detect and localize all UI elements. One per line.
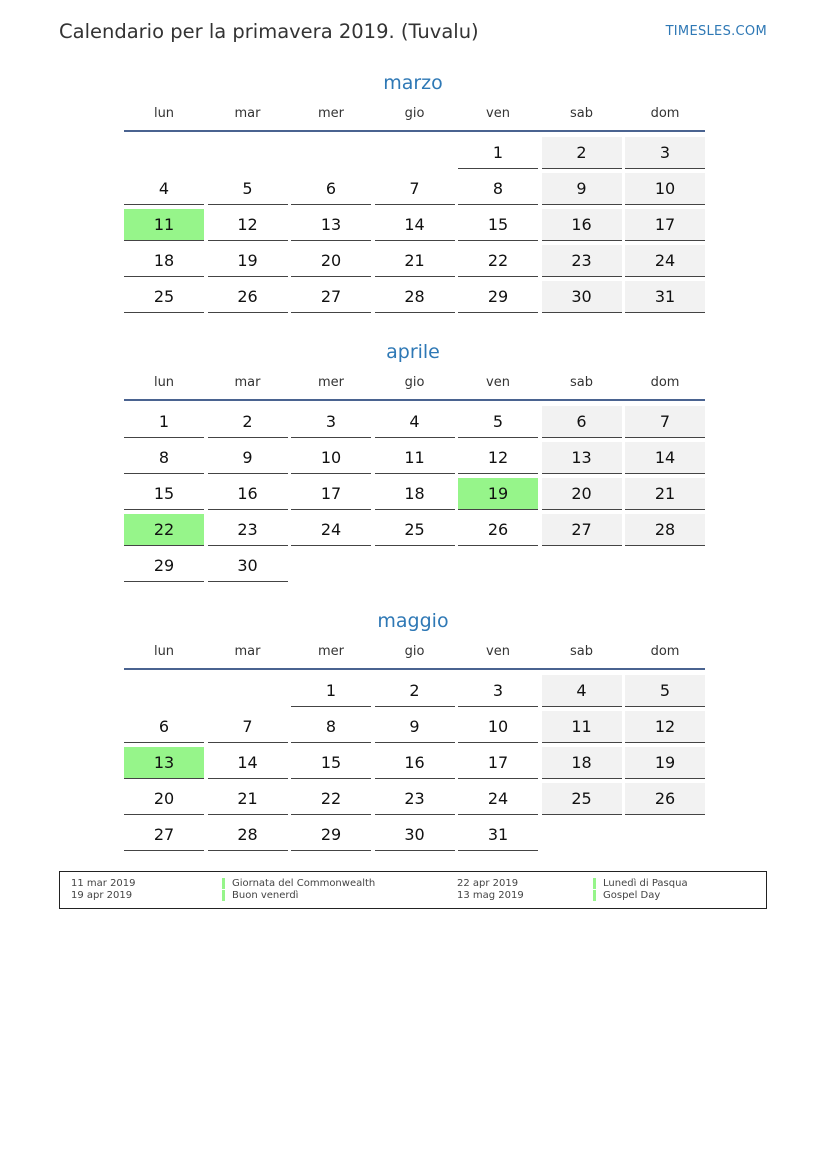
day-cell: 9 (208, 442, 288, 474)
day-cell: 19 (208, 245, 288, 277)
weekday-header (124, 373, 705, 401)
weekday-label: lun (153, 644, 175, 659)
day-cell: 6 (542, 406, 622, 438)
day-cell: 7 (625, 406, 705, 438)
day-cell: 30 (542, 281, 622, 313)
day-cell: 2 (208, 406, 288, 438)
holiday-day-cell: 11 (124, 209, 204, 241)
day-cell: 31 (458, 819, 538, 851)
day-cell: 27 (124, 819, 204, 851)
day-cell: 11 (542, 711, 622, 743)
day-cell: 10 (291, 442, 371, 474)
weekday-label: gio (404, 375, 425, 390)
day-cell: 13 (542, 442, 622, 474)
day-cell: 3 (291, 406, 371, 438)
page-title: Calendario per la primavera 2019. (Tuvalu) (59, 20, 479, 43)
day-cell: 8 (124, 442, 204, 474)
holiday-day-cell: 19 (458, 478, 538, 510)
day-cell: 28 (625, 514, 705, 546)
empty-cell (375, 137, 455, 169)
day-cell: 16 (375, 747, 455, 779)
holiday-legend (59, 871, 767, 909)
day-cell: 14 (208, 747, 288, 779)
day-cell: 24 (458, 783, 538, 815)
legend-date: 19 apr 2019 (71, 890, 133, 901)
legend-holiday-name: Gospel Day (593, 890, 660, 901)
weekday-label: mer (317, 644, 344, 659)
day-cell: 21 (625, 478, 705, 510)
day-cell: 1 (124, 406, 204, 438)
day-cell: 31 (625, 281, 705, 313)
legend-date: 22 apr 2019 (457, 878, 519, 889)
day-cell: 15 (124, 478, 204, 510)
day-cell: 15 (291, 747, 371, 779)
month-name: maggio (377, 610, 449, 632)
day-cell: 25 (124, 281, 204, 313)
day-cell: 29 (124, 550, 204, 582)
holiday-day-cell: 13 (124, 747, 204, 779)
day-cell: 4 (542, 675, 622, 707)
day-cell: 9 (375, 711, 455, 743)
day-cell: 10 (625, 173, 705, 205)
weekday-label: mar (234, 644, 261, 659)
day-cell: 10 (458, 711, 538, 743)
day-cell: 16 (542, 209, 622, 241)
day-cell: 14 (375, 209, 455, 241)
month-calendar (121, 339, 705, 582)
day-cell: 29 (291, 819, 371, 851)
day-cell: 26 (208, 281, 288, 313)
weekday-label: dom (650, 375, 680, 390)
day-cell: 17 (291, 478, 371, 510)
day-cell: 11 (375, 442, 455, 474)
day-cell: 22 (291, 783, 371, 815)
day-cell: 29 (458, 281, 538, 313)
day-cell: 23 (375, 783, 455, 815)
day-cell: 27 (291, 281, 371, 313)
day-cell: 18 (124, 245, 204, 277)
day-cell: 14 (625, 442, 705, 474)
weekday-label: sab (570, 106, 593, 121)
day-cell: 15 (458, 209, 538, 241)
empty-cell (208, 137, 288, 169)
weekday-label: sab (570, 644, 593, 659)
day-cell: 4 (124, 173, 204, 205)
day-cell: 17 (458, 747, 538, 779)
day-cell: 24 (291, 514, 371, 546)
day-cell: 22 (458, 245, 538, 277)
day-cell: 6 (291, 173, 371, 205)
day-cell: 6 (124, 711, 204, 743)
day-cell: 18 (542, 747, 622, 779)
day-cell: 1 (458, 137, 538, 169)
weekday-label: gio (404, 106, 425, 121)
brand-link[interactable]: TIMESLES.COM (665, 24, 767, 39)
day-cell: 12 (625, 711, 705, 743)
day-cell: 3 (625, 137, 705, 169)
weekday-label: dom (650, 644, 680, 659)
days-grid (124, 675, 705, 851)
empty-cell (291, 137, 371, 169)
day-cell: 8 (458, 173, 538, 205)
day-cell: 4 (375, 406, 455, 438)
empty-cell (208, 675, 288, 707)
legend-date: 13 mag 2019 (457, 890, 524, 901)
day-cell: 20 (291, 245, 371, 277)
day-cell: 19 (625, 747, 705, 779)
day-cell: 12 (208, 209, 288, 241)
weekday-label: mar (234, 375, 261, 390)
day-cell: 20 (542, 478, 622, 510)
day-cell: 21 (375, 245, 455, 277)
weekday-label: lun (153, 106, 175, 121)
weekday-label: ven (486, 375, 510, 390)
day-cell: 7 (375, 173, 455, 205)
day-cell: 26 (458, 514, 538, 546)
month-calendar (121, 70, 705, 313)
month-name: aprile (386, 341, 440, 363)
day-cell: 2 (375, 675, 455, 707)
legend-date: 11 mar 2019 (71, 878, 136, 889)
day-cell: 8 (291, 711, 371, 743)
legend-holiday-name: Giornata del Commonwealth (222, 878, 375, 889)
day-cell: 24 (625, 245, 705, 277)
day-cell: 28 (208, 819, 288, 851)
month-calendar (121, 608, 705, 851)
day-cell: 16 (208, 478, 288, 510)
weekday-label: mer (317, 106, 344, 121)
weekday-label: mer (317, 375, 344, 390)
day-cell: 18 (375, 478, 455, 510)
weekday-label: ven (486, 644, 510, 659)
weekday-label: dom (650, 106, 680, 121)
day-cell: 21 (208, 783, 288, 815)
day-cell: 2 (542, 137, 622, 169)
weekday-label: lun (153, 375, 175, 390)
day-cell: 23 (542, 245, 622, 277)
month-name: marzo (383, 72, 443, 94)
weekday-label: mar (234, 106, 261, 121)
day-cell: 12 (458, 442, 538, 474)
day-cell: 7 (208, 711, 288, 743)
day-cell: 25 (542, 783, 622, 815)
day-cell: 25 (375, 514, 455, 546)
day-cell: 28 (375, 281, 455, 313)
weekday-header (124, 104, 705, 132)
day-cell: 9 (542, 173, 622, 205)
day-cell: 30 (375, 819, 455, 851)
day-cell: 1 (291, 675, 371, 707)
day-cell: 5 (208, 173, 288, 205)
day-cell: 27 (542, 514, 622, 546)
day-cell: 3 (458, 675, 538, 707)
day-cell: 30 (208, 550, 288, 582)
legend-holiday-name: Lunedì di Pasqua (593, 878, 688, 889)
day-cell: 5 (458, 406, 538, 438)
holiday-day-cell: 22 (124, 514, 204, 546)
weekday-label: ven (486, 106, 510, 121)
weekday-label: sab (570, 375, 593, 390)
empty-cell (124, 675, 204, 707)
empty-cell (124, 137, 204, 169)
day-cell: 23 (208, 514, 288, 546)
day-cell: 20 (124, 783, 204, 815)
day-cell: 17 (625, 209, 705, 241)
day-cell: 26 (625, 783, 705, 815)
weekday-header (124, 642, 705, 670)
days-grid (124, 137, 705, 313)
days-grid (124, 406, 705, 582)
day-cell: 13 (291, 209, 371, 241)
legend-holiday-name: Buon venerdì (222, 890, 298, 901)
day-cell: 5 (625, 675, 705, 707)
weekday-label: gio (404, 644, 425, 659)
